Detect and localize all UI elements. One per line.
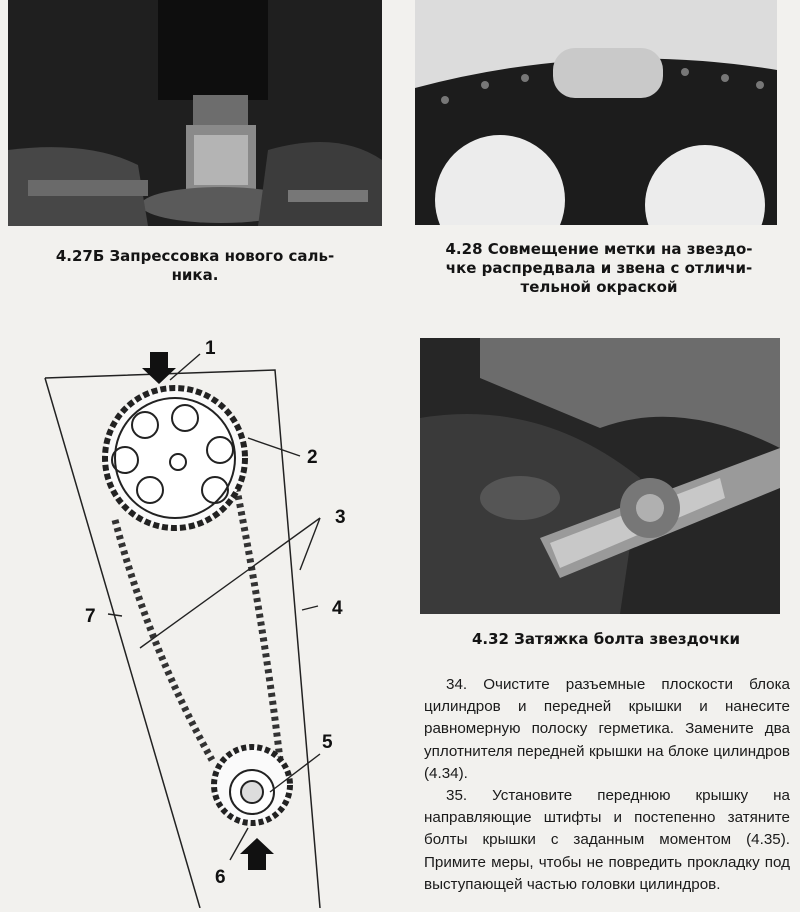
paragraph-35: 35. Установите переднюю крышку на направляющие штифты и постепенно затяните болты крышки с заданным моментом (4.35). Примите меры, чтобы не повредить прокладку под выступающей частью головки цилиндров. <box>424 787 790 893</box>
diagram-label-6: 6 <box>215 867 226 888</box>
photo-4-32 <box>420 338 780 614</box>
paragraph-34: 34. Очистите разъемные плоскости блока цилиндров и передней крышки и нанесите равномерную полоску герметика. Замените два уплотнителя передней крышки на блоке цилиндров (4.34). <box>424 676 790 782</box>
timing-chain-diagram <box>0 330 400 908</box>
diagram-label-4: 4 <box>332 598 343 619</box>
photo-4-27b-image <box>8 0 382 226</box>
diagram-label-1: 1 <box>205 338 216 359</box>
caption-4-32 <box>420 630 792 649</box>
caption-4-27b-line2: ника. <box>171 266 219 284</box>
bottom-arrow-icon <box>240 838 274 870</box>
diagram-label-7: 7 <box>85 606 96 627</box>
caption-4-27b <box>20 247 370 285</box>
photo-4-28 <box>415 0 777 225</box>
photo-4-32-image <box>420 338 780 614</box>
instruction-text <box>424 674 790 896</box>
camshaft-sprocket <box>105 388 245 528</box>
caption-4-28-line1: 4.28 Совмещение метки на звездо- <box>445 240 753 258</box>
caption-4-28-line2: чке распредвала и звена с отличи- <box>445 259 753 277</box>
diagram-label-3: 3 <box>335 507 346 528</box>
photo-4-27b <box>8 0 382 226</box>
photo-4-28-image <box>415 0 777 225</box>
caption-4-27b-line1: 4.27Б Запрессовка нового саль- <box>55 247 335 265</box>
diagram-label-5: 5 <box>322 732 333 753</box>
caption-4-28 <box>410 240 788 297</box>
caption-4-28-line3: тельной окраской <box>520 278 678 296</box>
timing-chain-diagram-svg <box>0 330 400 908</box>
diagram-label-2: 2 <box>307 447 318 468</box>
caption-4-32-line1: 4.32 Затяжка болта звездочки <box>471 630 741 648</box>
